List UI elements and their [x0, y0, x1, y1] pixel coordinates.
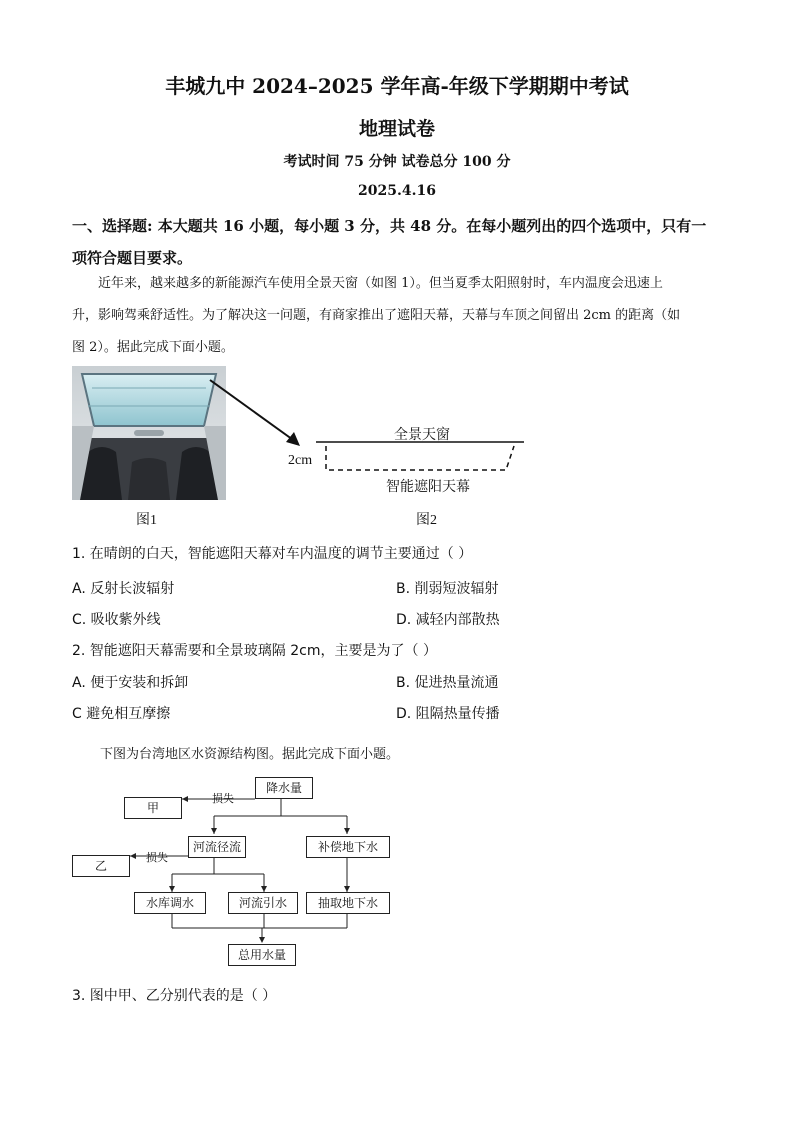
- question-1-stem: 1. 在晴朗的白天，智能遮阳天幕对车内温度的调节主要通过（ ）: [72, 546, 473, 562]
- flow-box-precipitation: 降水量: [255, 777, 313, 799]
- question-2-option-b[interactable]: B. 促进热量流通: [396, 675, 499, 691]
- question-1-option-c[interactable]: C. 吸收紫外线: [72, 612, 161, 628]
- flow-label-loss-1: 损失: [212, 792, 234, 805]
- figure-2-diagram: [200, 376, 540, 496]
- passage-1-line2: 升，影响驾乘舒适性。为了解决这一问题，有商家推出了遮阳天幕，天幕与车顶之间留出 2cm 的距离（如: [72, 308, 681, 323]
- flow-box-yi: 乙: [72, 855, 130, 877]
- figure-2-bottom-label: 智能遮阳天幕: [386, 480, 470, 495]
- question-1-option-d[interactable]: D. 减轻内部散热: [396, 612, 500, 628]
- flow-box-recharge-groundwater: 补偿地下水: [306, 836, 390, 858]
- flow-box-total-water-use: 总用水量: [228, 944, 296, 966]
- exam-date: 2025.4.16: [358, 183, 436, 199]
- passage-2: 下图为台湾地区水资源结构图。据此完成下面小题。: [100, 747, 400, 762]
- exam-subject: 地理试卷: [358, 118, 435, 140]
- passage-1-line3: 图 2）。据此完成下面小题。: [72, 340, 234, 355]
- flow-box-jia: 甲: [124, 797, 182, 819]
- flow-box-pump-groundwater: 抽取地下水: [306, 892, 390, 914]
- figure-2-top-label: 全景天窗: [394, 428, 450, 443]
- question-2-option-a[interactable]: A. 便于安装和拆卸: [72, 675, 189, 691]
- section-heading-line1: 一、选择题: 本大题共 16 小题，每小题 3 分，共 48 分。在每小题列出的四个选项中，只有一: [72, 217, 707, 235]
- exam-meta: 考试时间 75 分钟 试卷总分 100 分: [283, 154, 511, 170]
- exam-title: 丰城九中 2024–2025 学年高-年级下学期期中考试: [165, 74, 629, 98]
- pointer-arrow: [210, 380, 296, 442]
- figure-1-caption: 图1: [136, 513, 157, 528]
- flow-box-reservoir: 水库调水: [134, 892, 206, 914]
- question-3-stem: 3. 图中甲、乙分别代表的是（ ）: [72, 988, 277, 1004]
- flow-box-river-diversion: 河流引水: [228, 892, 298, 914]
- section-heading-line2: 项符合题目要求。: [72, 249, 193, 267]
- sunshade-dashed-line: [326, 446, 514, 470]
- question-1-option-a[interactable]: A. 反射长波辐射: [72, 581, 175, 597]
- section-heading: [72, 210, 732, 274]
- flow-label-loss-2: 损失: [146, 851, 168, 864]
- question-1-option-b[interactable]: B. 削弱短波辐射: [396, 581, 499, 597]
- passage-1-line1: 近年来，越来越多的新能源汽车使用全景天窗（如图 1）。但当夏季太阳照射时，车内温度会迅速上: [98, 276, 663, 291]
- arrow-head: [286, 432, 300, 446]
- question-2-option-d[interactable]: D. 阻隔热量传播: [396, 706, 500, 722]
- figure-2-caption: 图2: [416, 513, 437, 528]
- passage-1: [72, 268, 732, 364]
- flow-box-river-runoff: 河流径流: [188, 836, 246, 858]
- question-2-stem: 2. 智能遮阳天幕需要和全景玻璃隔 2cm，主要是为了（ ）: [72, 643, 437, 659]
- question-2-option-c[interactable]: C 避免相互摩擦: [72, 706, 171, 722]
- figure-2-side-label: 2cm: [288, 453, 313, 468]
